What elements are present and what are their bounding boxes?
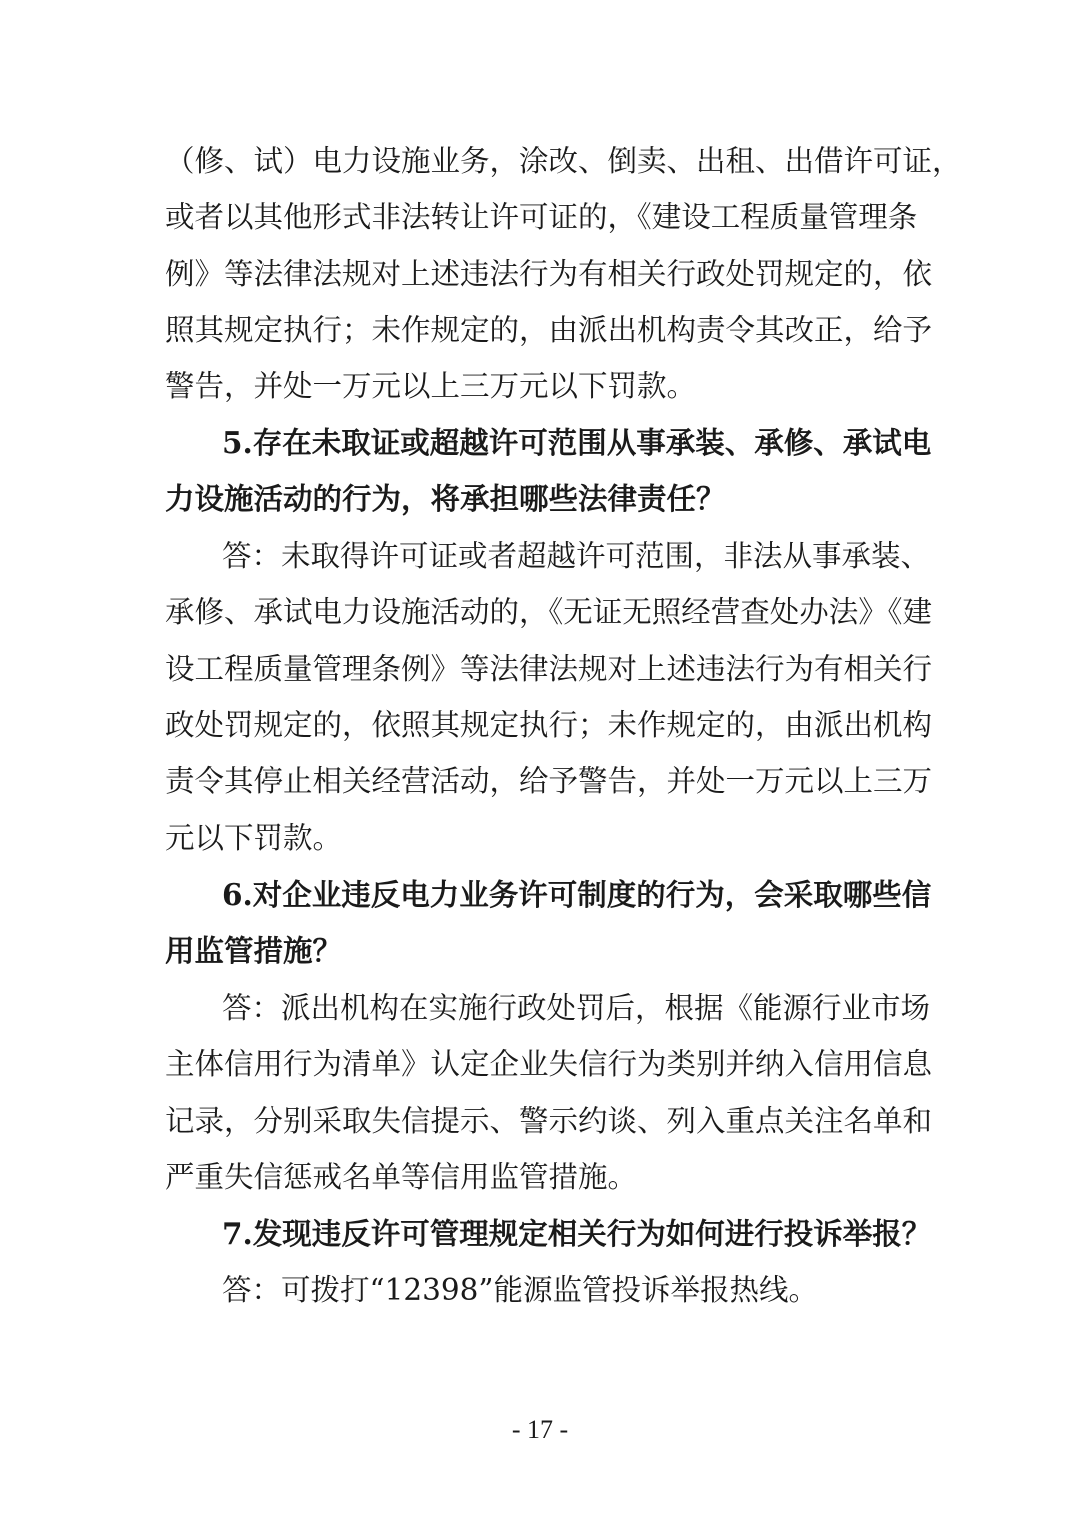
answer-4-line-5: 警告，并处一万元以上三万元以下罚款。 bbox=[165, 369, 697, 403]
question-6-line-2: 用监管措施？ bbox=[165, 933, 343, 968]
answer-4-line-1: （修、试）电力设施业务，涂改、倒卖、出租、出借许可证， bbox=[165, 144, 962, 178]
answer-4-line-2: 或者以其他形式非法转让许可证的，《建设工程质量管理条 bbox=[165, 200, 918, 234]
answer-6-line-3: 记录，分别采取失信提示、警示约谈、列入重点关注名单和 bbox=[165, 1104, 933, 1138]
question-5-line-2: 力设施活动的行为，将承担哪些法律责任？ bbox=[165, 481, 726, 516]
answer-5-line-3: 设工程质量管理条例》等法律法规对上述违法行为有相关行 bbox=[165, 652, 933, 686]
answer-5-line-5: 责令其停止相关经营活动，给予警告，并处一万元以上三万 bbox=[165, 764, 933, 798]
answer-4-line-4: 照其规定执行；未作规定的，由派出机构责令其改正，给予 bbox=[165, 313, 933, 347]
answer-6-line-1: 答：派出机构在实施行政处罚后，根据《能源行业市场 bbox=[222, 991, 931, 1025]
page-number: - 17 - bbox=[511, 1415, 569, 1444]
answer-5-line-1: 答：未取得许可证或者超越许可范围，非法从事承装、 bbox=[222, 539, 931, 573]
answer-5-line-4: 政处罚规定的，依照其规定执行；未作规定的，由派出机构 bbox=[165, 708, 933, 742]
question-5-line-1: 5.存在未取证或超越许可范围从事承装、承修、承试电 bbox=[222, 425, 932, 460]
question-7-line-1: 7.发现违反许可管理规定相关行为如何进行投诉举报？ bbox=[222, 1216, 932, 1251]
answer-4-line-3: 例》等法律法规对上述违法行为有相关行政处罚规定的，依 bbox=[165, 257, 933, 291]
answer-6-line-4: 严重失信惩戒名单等信用监管措施。 bbox=[165, 1160, 638, 1194]
answer-6-line-2: 主体信用行为清单》认定企业失信行为类别并纳入信用信息 bbox=[165, 1047, 933, 1081]
question-6-line-1: 6.对企业违反电力业务许可制度的行为，会采取哪些信 bbox=[222, 877, 932, 912]
answer-5-line-6: 元以下罚款。 bbox=[165, 821, 343, 855]
answer-5-line-2: 承修、承试电力设施活动的，《无证无照经营查处办法》《建 bbox=[165, 595, 933, 629]
answer-7-line-1: 答：可拨打“12398”能源监管投诉举报热线。 bbox=[222, 1273, 819, 1307]
